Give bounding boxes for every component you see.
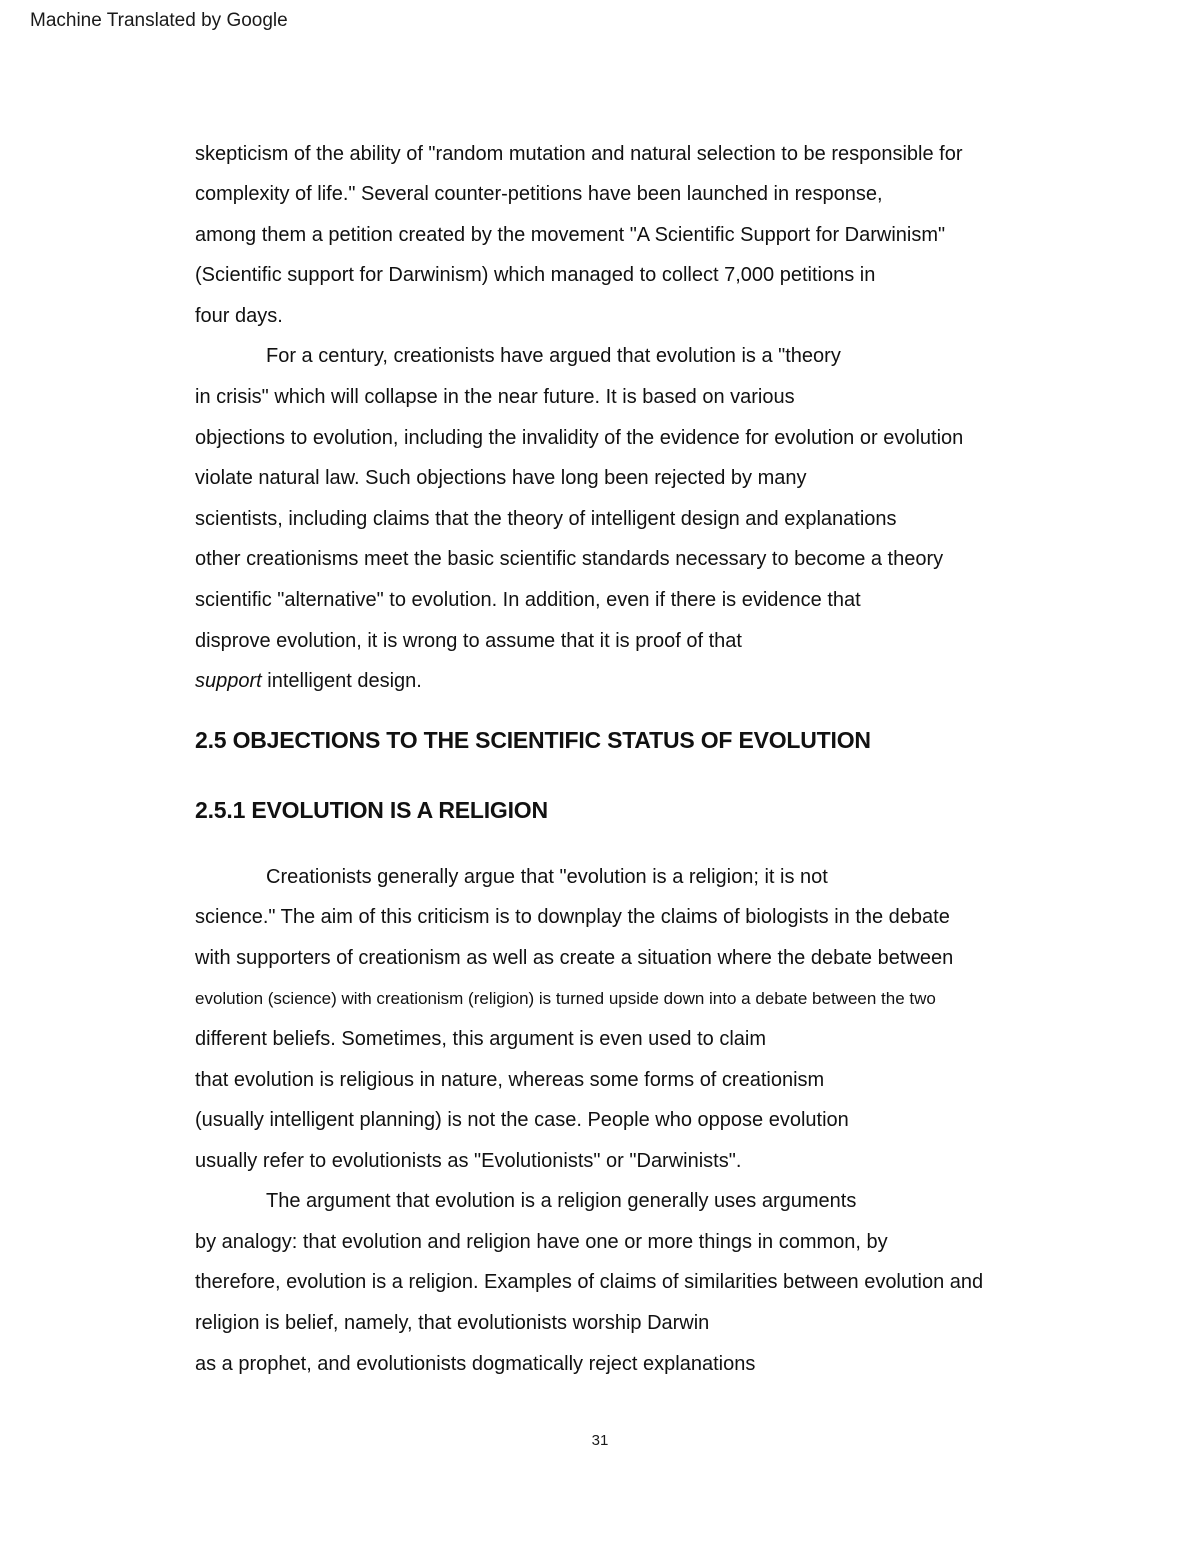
body-line: disprove evolution, it is wrong to assume that it is proof of that (195, 630, 742, 652)
body-line: as a prophet, and evolutionists dogmatically reject explanations (195, 1353, 756, 1375)
body-line: The argument that evolution is a religion generally uses arguments (266, 1190, 857, 1212)
body-line: complexity of life." Several counter-petitions have been launched in response, (195, 183, 883, 205)
body-text: intelligent design. (261, 670, 422, 692)
body-line: different beliefs. Sometimes, this argument is even used to claim (195, 1028, 767, 1050)
body-line: evolution (science) with creationism (religion) is turned upside down into a debate between the two (195, 989, 936, 1008)
body-line: Creationists generally argue that "evolution is a religion; it is not (266, 866, 828, 888)
page-number: 31 (591, 1432, 609, 1449)
body-line: by analogy: that evolution and religion have one or more things in common, by (195, 1231, 888, 1253)
machine-translation-note: Machine Translated by Google (30, 10, 288, 31)
section-heading: 2.5 OBJECTIONS TO THE SCIENTIFIC STATUS OF EVOLUTION (195, 727, 871, 753)
body-line: other creationisms meet the basic scientific standards necessary to become a theory (195, 548, 944, 570)
italic-emphasis: support (195, 670, 262, 692)
body-line: usually refer to evolutionists as "Evolutionists" or "Darwinists". (195, 1150, 742, 1172)
body-line: four days. (195, 305, 283, 327)
body-line: religion is belief, namely, that evolutionists worship Darwin (195, 1312, 710, 1334)
body-line: (usually intelligent planning) is not the case. People who oppose evolution (195, 1109, 849, 1131)
body-line: (Scientific support for Darwinism) which managed to collect 7,000 petitions in (195, 264, 876, 286)
body-line: objections to evolution, including the invalidity of the evidence for evolution or evolution (195, 427, 964, 449)
body-line: with supporters of creationism as well as create a situation where the debate between (195, 947, 954, 969)
body-line: violate natural law. Such objections have long been rejected by many (195, 467, 807, 489)
body-line: scientific "alternative" to evolution. In addition, even if there is evidence that (195, 589, 861, 611)
body-line: science." The aim of this criticism is to downplay the claims of biologists in the debate (195, 906, 950, 928)
body-line (195, 668, 422, 694)
body-line: that evolution is religious in nature, whereas some forms of creationism (195, 1069, 825, 1091)
body-line: in crisis" which will collapse in the near future. It is based on various (195, 386, 795, 408)
body-line: skepticism of the ability of "random mutation and natural selection to be responsible for (195, 143, 963, 165)
body-line: therefore, evolution is a religion. Examples of claims of similarities between evolution and (195, 1271, 984, 1293)
body-line: scientists, including claims that the theory of intelligent design and explanations (195, 508, 897, 530)
subsection-heading: 2.5.1 EVOLUTION IS A RELIGION (195, 797, 548, 823)
body-line: For a century, creationists have argued that evolution is a "theory (266, 345, 841, 367)
body-line: among them a petition created by the movement "A Scientific Support for Darwinism" (195, 224, 946, 246)
